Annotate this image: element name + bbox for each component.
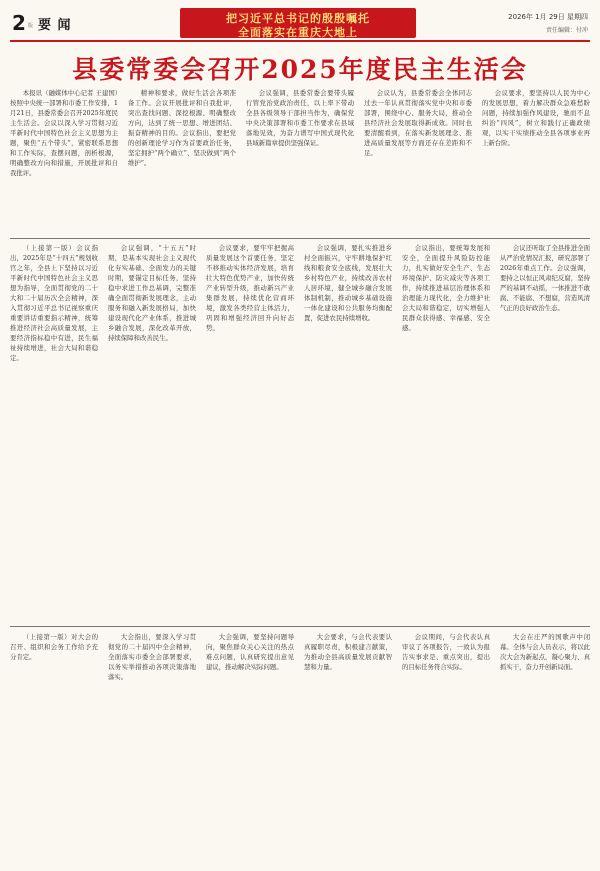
bottom-article-col-1: （上接第一版）对大会的召开、组织和会务工作给予充分肯定。 [10, 633, 98, 661]
slogan-banner [150, 8, 450, 38]
middle-article [10, 243, 590, 620]
banner-line-1: 把习近平总书记的殷殷嘱托 [226, 12, 370, 25]
issue-date: 2026年 1月 29日 星期四 [508, 13, 588, 21]
bottom-article-col-3: 大会强调，要坚持问题导向，聚焦群众关心关注的热点难点问题，认真研究提出意见建议，推动解决实际问题。 [206, 633, 294, 671]
masthead-divider [10, 40, 590, 42]
masthead [0, 0, 600, 42]
bottom-article-col-5: 会议期间，与会代表认真审议了各项报告，一致认为报告实事求是、重点突出，提出的目标任务符合实际。 [402, 633, 490, 671]
middle-article-col-1: （上接第一版）会议指出，2025年是“十四五”规划收官之年，全县上下坚持以习近平新时代中国特色社会主义思想为指导，全面贯彻党的二十大和二十届历次全会精神，深入贯彻习近平总书记视察重庆重要讲话重要指示精神，统筹推进经济社会高质量发展，主要经济指标稳中有进，民生福祉持续增进，社会大局和谐稳定。 [10, 244, 98, 362]
divider-top [10, 238, 590, 239]
middle-article-col-6: 会议还听取了全县推进全面从严治党情况汇报，研究部署了2026年重点工作。会议强调，要持之以恒正风肃纪反腐，坚持严的基调不动摇，一体推进不敢腐、不能腐、不想腐，营造风清气正的良好政治生态。 [500, 244, 590, 312]
top-article [10, 88, 590, 232]
top-article-col-5: 会议要求，要坚持以人民为中心的发展思想，着力解决群众急难愁盼问题，持续加强作风建设，驰而不息纠治“四风”，树立和践行正确政绩观，以实干实绩推动全县各项事业再上新台阶。 [482, 89, 590, 147]
section-title: 要 闻 [38, 18, 72, 33]
bottom-article-col-4: 大会要求，与会代表要认真履职尽责，积极建言献策，为推动全县高质量发展贡献智慧和力量。 [304, 633, 392, 671]
editor-credit: 责任编辑：付冲 [545, 27, 588, 34]
bottom-article-col-6: 大会在庄严的国歌声中闭幕。全体与会人员表示，将以此次大会为新起点，凝心聚力、真抓实干，奋力开创新局面。 [500, 633, 590, 671]
top-article-col-4: 会议认为，县委常委会全体同志过去一年认真贯彻落实党中央和市委部署，围绕中心、服务大局，推动全县经济社会发展取得新成效。同时也要清醒看到，在落实新发展理念、推进高质量发展等方面还存在差距和不足。 [364, 89, 472, 157]
divider-bottom [10, 626, 590, 627]
middle-article-col-4: 会议强调，要扎实推进乡村全面振兴，守牢耕地保护红线和粮食安全底线，发展壮大乡村特色产业，持续改善农村人居环境，健全城乡融合发展体制机制，推动城乡基础设施一体化建设和公共服务均衡配置，促进农民持续增收。 [304, 244, 392, 322]
bottom-article [10, 632, 590, 862]
middle-article-col-5: 会议指出，要统筹发展和安全，全面提升风险防控能力，扎实做好安全生产、生态环境保护、防灾减灾等各项工作，持续推进基层治理体系和治理能力现代化，全力维护社会大局和谐稳定，切实增强人民群众获得感、幸福感、安全感。 [402, 244, 490, 332]
page-number: 2 [12, 11, 26, 35]
bottom-article-col-2: 大会指出，要深入学习贯彻党的二十届四中全会精神，全面落实市委全会部署要求，以务实举措推动各项决策落地落实。 [108, 633, 196, 681]
page-tag: 版 [28, 23, 34, 29]
top-article-col-3: 会议强调，县委常委会要带头履行管党治党政治责任，以上率下带动全县各级领导干部担当作为，确保党中央决策部署和市委工作要求在县域落地见效，为奋力谱写中国式现代化县域新篇章提供坚强保证。 [246, 89, 354, 147]
middle-article-col-3: 会议要求，要牢牢把握高质量发展这个首要任务，坚定不移推动实体经济发展，培育壮大特色优势产业，加快传统产业转型升级，推动新兴产业集群发展，持续优化营商环境，激发各类经营主体活力，巩固和增强经济回升向好态势。 [206, 244, 294, 332]
top-article-col-1: 本报讯（融媒体中心记者 王建国）按照中央统一部署和市委工作安排，1月21日，县委常委会召开2025年度民主生活会。会议以深入学习贯彻习近平新时代中国特色社会主义思想为主题，聚焦“五个带头”，紧密联系思想和工作实际，查摆问题，剖析根源，明确整改方向和措施，开展批评和自我批评。 [10, 89, 118, 177]
main-headline: 县委常委会召开2025年度民主生活会 [72, 55, 528, 84]
banner-line-2: 全面落实在重庆大地上 [238, 26, 358, 39]
middle-article-col-2: 会议强调，“十五五”时期，是基本实现社会主义现代化夯实基础、全面发力的关键时期，要锚定目标任务，坚持稳中求进工作总基调，完整准确全面贯彻新发展理念，主动服务和融入新发展格局，加快建设现代化产业体系，推进城乡融合发展，深化改革开放，持续保障和改善民生。 [108, 244, 196, 342]
top-article-col-2: 精神和要求，做好生活会各项准备工作。会议开展批评和自我批评，突出查找问题、深挖根源、明确整改方向，达到了统一思想、增进团结、振奋精神的目的。会议指出，要把党的创新理论学习作为首要政治任务，坚定拥护“两个确立”、坚决做到“两个维护”。 [128, 89, 236, 167]
